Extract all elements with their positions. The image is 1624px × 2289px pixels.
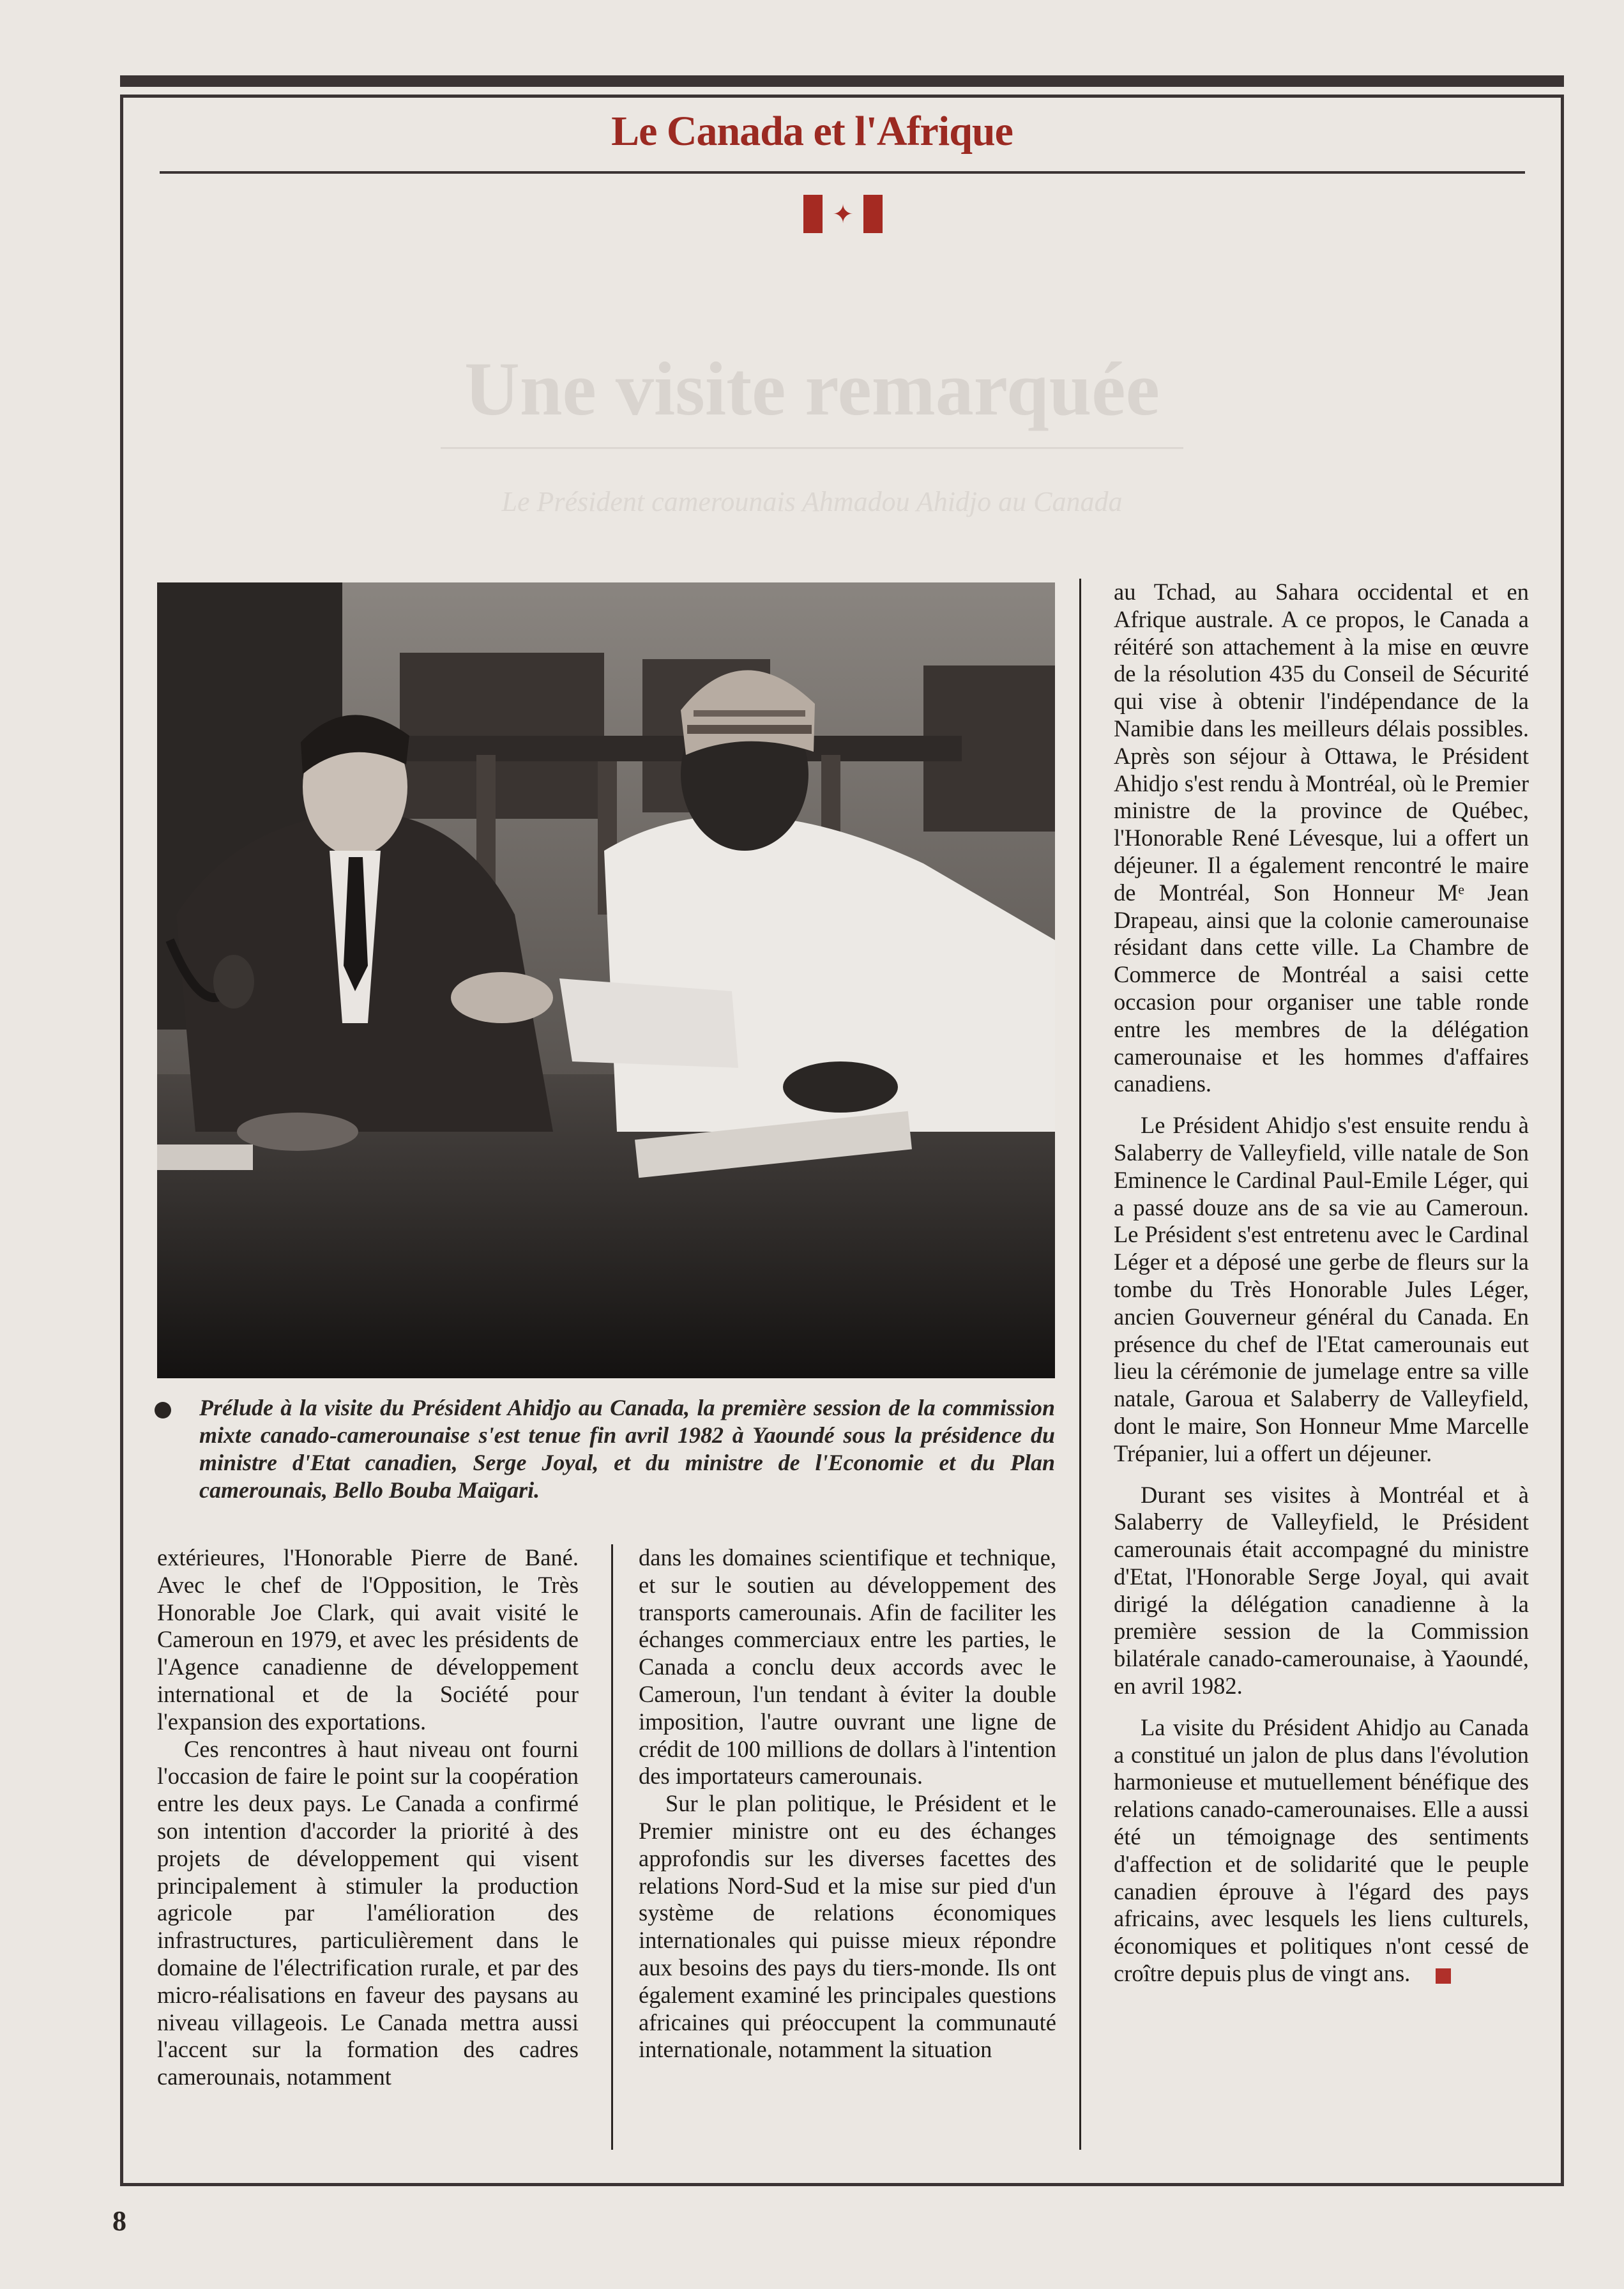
handshake-photo xyxy=(157,582,1055,1378)
paragraph: Sur le plan politique, le Président et le Premier ministre ont eu des échanges approfondis sur les diverses facettes des relations Nord-Sud et la mise sur pied d'un système de relations économiques internationales qui puisse mieux répondre aux besoins des pays du tiers-monde. Ils ont également examiné les principales questions africaines qui préoccupent la communauté internationale, notamment la situation xyxy=(639,1790,1056,2063)
end-of-article-icon xyxy=(1436,1968,1451,1984)
paragraph: au Tchad, au Sahara occidental et en Afrique australe. A ce propos, le Canada a réitéré son attachement à la mise en œuvre de la résolution 435 du Conseil de Sécurité qui vise à obtenir l'indépendance de la Namibie dans les meilleurs délais possibles. Après son séjour à Ottawa, le Président Ahidjo s'est rendu à Montréal, où le Premier ministre de la province de Québec, l'Honorable René Lévesque, lui a offert un déjeuner. Il a également rencontré le maire de Montréal, Son Honneur Mᵉ Jean Drapeau, ainsi que la colonie camerounaise résidant dans cette ville. La Chambre de Commerce de Montréal a saisi cette occasion pour organiser une table ronde entre les membres de la délégation camerounaise et les hommes d'affaires canadiens. xyxy=(1114,579,1529,1097)
paragraph: Ces rencontres à haut niveau ont fourni l'occasion de faire le point sur la coopération entre les deux pays. Le Canada a confirmé son intention d'accorder la priorité à des projets de développement qui visent principalement à stimuler la production agricole par l'amélioration des infrastructures, particulièrement dans le domaine de l'électrification rurale, et par des micro-réalisations en faveur des paysans au niveau villageois. Le Canada mettra aussi l'accent sur la formation des cadres camerounais, notamment xyxy=(157,1735,579,2090)
paragraph: Le Président Ahidjo s'est ensuite rendu à Salaberry de Valleyfield, ville natale de Son Eminence le Cardinal Paul-Emile Léger, qui a passé douze ans de sa vie au Cameroun. Le Président s'est entretenu avec le Cardinal Léger et a déposé une gerbe de fleurs sur la tombe du Très Honorable Jules Léger, ancien Gouverneur général du Canada. En présence du chef de l'Etat camerounais eut lieu la cérémonie de jumelage entre sa ville natale, Garoua et Salaberry de Valleyfield, dont le maire, Son Honneur Mme Marcelle Trépanier, lui a offert un déjeuner. xyxy=(1114,1112,1529,1466)
top-rule xyxy=(120,75,1564,87)
column-divider-right xyxy=(1079,579,1081,2150)
page-number: 8 xyxy=(112,2205,126,2237)
paragraph xyxy=(1114,1714,1529,1988)
column-divider-left xyxy=(611,1544,613,2150)
paragraph: dans les domaines scientifique et technique, et sur le soutien au développement des transports camerounais. Afin de faciliter les échanges commerciaux entre les parties, le Canada a conclu deux accords avec le Cameroun, l'un tendant à éviter la double imposition, l'autre ouvrant une ligne de crédit de 100 millions de dollars à l'intention des importateurs camerounais. xyxy=(639,1544,1056,1790)
faded-article-subtitle: Le Président camerounais Ahmadou Ahidjo au Canada xyxy=(501,486,1123,517)
photo-caption xyxy=(157,1394,1055,1504)
header-divider xyxy=(160,171,1525,174)
article-column-1 xyxy=(157,1544,579,2091)
article-column-3 xyxy=(1114,579,1529,1988)
photo-illustration xyxy=(157,582,1055,1378)
article-column-2 xyxy=(639,1544,1056,2064)
faded-divider xyxy=(441,447,1183,449)
section-title: Le Canada et l'Afrique xyxy=(611,108,1013,155)
closing-paragraph-text: La visite du Président Ahidjo au Canada a constitué un jalon de plus dans l'évolution harmonieuse et mutuellement bénéfique des relations canado-camerounaises. Elle a aussi été un témoignage des sentiments d'affection et de solidarité que le peuple canadien éprouve à l'égard des pays africains, avec lesquels les liens culturels, économiques et politiques n'ont cessé de croître depuis plus de vingt ans. xyxy=(1114,1714,1529,1987)
canada-flag-icon: ✦ xyxy=(803,195,883,233)
caption-bullet-icon xyxy=(155,1402,171,1418)
paragraph: Durant ses visites à Montréal et à Salaberry de Valleyfield, le Président camerounais était accompagné du ministre d'Etat, l'Honorable Serge Joyal, qui avait dirigé la délégation canadienne à la première session de la Commission bilatérale canado-camerounaise, à Yaoundé, en avril 1982. xyxy=(1114,1481,1529,1700)
faded-article-title: Une visite remarquée xyxy=(464,346,1160,431)
paragraph: extérieures, l'Honorable Pierre de Bané. Avec le chef de l'Opposition, le Très Honorable Joe Clark, qui avait visité le Cameroun en 1979, et avec les présidents de l'Agence canadienne de développement international et de la Société pour l'expansion des exportations. xyxy=(157,1544,579,1735)
caption-text: Prélude à la visite du Président Ahidjo au Canada, la première session de la commission mixte canado-camerounaise s'est tenue fin avril 1982 à Yaoundé sous la présidence du ministre d'Etat canadien, Serge Joyal, et du ministre de l'Economie et du Plan camerounais, Bello Bouba Maïgari. xyxy=(199,1395,1055,1503)
